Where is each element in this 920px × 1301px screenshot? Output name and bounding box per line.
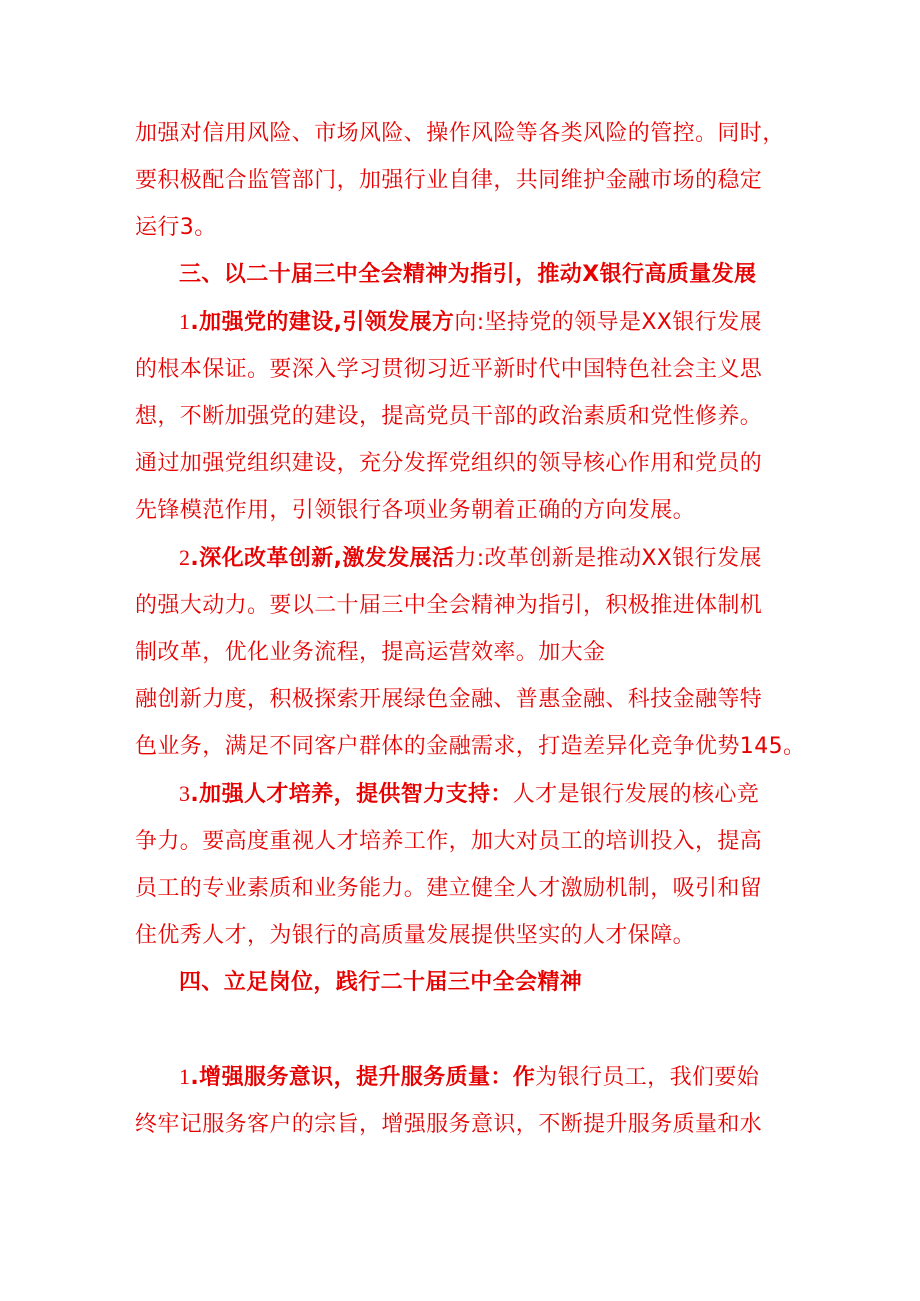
- text-line: 住优秀人才，为银行的高质量发展提供坚实的人才保障。: [135, 923, 696, 948]
- text-line: 的根本保证。要深入学习贯彻习近平新时代中国特色社会主义思: [135, 357, 763, 382]
- item-text: 人才是银行发展的核心竞: [512, 782, 760, 807]
- text-line: [135, 1053, 795, 1101]
- document-page: [135, 110, 806, 1148]
- text-line: [135, 770, 795, 818]
- text-line: 融创新力度，积极探索开展绿色金融、普惠金融、科技金融等特: [135, 687, 763, 712]
- text-line: 要积极配合监管部门，加强行业自律，共同维护金融市场的稳定: [135, 168, 763, 193]
- item-text: 力:改革创新是推动XX银行发展: [454, 546, 762, 571]
- text-line: 制改革，优化业务流程，提高运营效率。加大金: [135, 640, 606, 665]
- text-line: 先锋模范作用，引领银行各项业务朝着正确的方向发展。: [135, 498, 696, 523]
- paragraph-reform-innovation: [135, 534, 806, 770]
- item-number: 1: [179, 1064, 191, 1089]
- item-number: 2: [179, 545, 191, 570]
- text-line: 色业务，满足不同客户群体的金融需求，打造差异化竞争优势145。: [135, 734, 806, 759]
- spacer: [135, 1006, 795, 1053]
- text-line: 员工的专业素质和业务能力。建立健全人才激励机制，吸引和留: [135, 876, 763, 901]
- item-title: .加强党的建设,引领发展方: [190, 310, 455, 335]
- text-line: 运行3。: [135, 215, 217, 240]
- item-text: 向:坚持党的领导是XX银行发展: [454, 310, 762, 335]
- item-title: .增强服务意识，提升服务质量：作: [190, 1065, 536, 1090]
- item-title: .加强人才培养，提供智力支持：: [190, 782, 513, 807]
- text-line: 终牢记服务客户的宗旨，增强服务意识，不断提升服务质量和水: [135, 1112, 763, 1137]
- paragraph-talent-training: [135, 770, 795, 959]
- section-heading-3: 三、以二十届三中全会精神为指引，推动X银行高质量发展: [179, 262, 757, 287]
- item-text: 为银行员工，我们要始: [535, 1065, 760, 1090]
- text-line: 想，不断加强党的建设，提高党员干部的政治素质和党性修养。: [135, 404, 763, 429]
- text-line: [135, 298, 795, 346]
- item-title: .深化改革创新,激发发展活: [190, 546, 455, 571]
- paragraph-party-building: [135, 298, 795, 534]
- paragraph-risk-control: [135, 110, 795, 251]
- text-line: 争力。要高度重视人才培养工作，加大对员工的培训投入，提高: [135, 829, 763, 854]
- item-number: 1: [179, 309, 191, 334]
- section-heading-4: 四、立足岗位，践行二十届三中全会精神: [179, 970, 583, 995]
- item-number: 3: [179, 781, 191, 806]
- text-line: 的强大动力。要以二十届三中全会精神为指引，积极推进体制机: [135, 593, 763, 618]
- text-line: 通过加强党组织建设，充分发挥党组织的领导核心作用和党员的: [135, 451, 763, 476]
- paragraph-service-quality: [135, 1053, 795, 1148]
- text-line: [135, 534, 795, 582]
- text-line: 加强对信用风险、市场风险、操作风险等各类风险的管控。同时，: [135, 121, 785, 146]
